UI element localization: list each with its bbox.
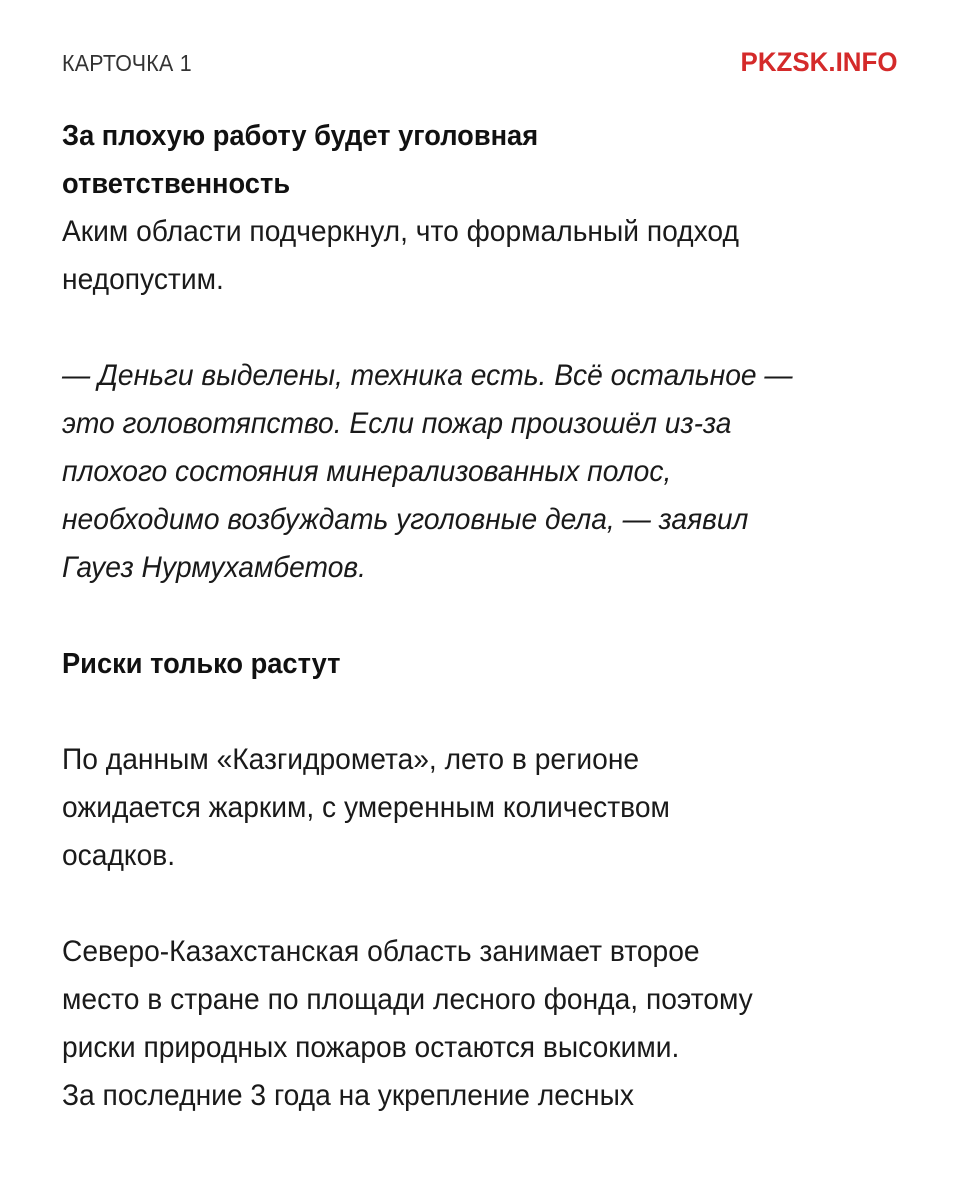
- intro-line: недопустим.: [62, 263, 224, 296]
- paragraph-line: За последние 3 года на укрепление лесных: [62, 1079, 634, 1112]
- quote-line: плохого состояния минерализованных полос,: [62, 455, 672, 488]
- paragraph-line: ожидается жарким, с умеренным количеством: [62, 791, 670, 824]
- section-heading-liability-line2: ответственность: [62, 168, 291, 200]
- quote-line: необходимо возбуждать уголовные дела, — заявил: [62, 503, 749, 536]
- quote-line: Гауез Нурмухамбетов.: [62, 551, 366, 584]
- article-body: [62, 112, 912, 1120]
- section-heading-risks: Риски только растут: [62, 648, 341, 680]
- intro-line: Аким области подчеркнул, что формальный подход: [62, 215, 739, 248]
- section-heading-liability-line1: За плохую работу будет уголовная: [62, 120, 539, 152]
- brand-logo: PKZSK.INFO: [741, 47, 898, 77]
- spacer: [62, 688, 861, 736]
- spacer: [62, 304, 861, 352]
- paragraph-line: По данным «Казгидромета», лето в регионе: [62, 743, 640, 776]
- paragraph-line: Северо-Казахстанская область занимает второе: [62, 935, 700, 968]
- quote-line: — Деньги выделены, техника есть. Всё остальное —: [62, 359, 793, 392]
- paragraph-line: риски природных пожаров остаются высокими.: [62, 1031, 680, 1064]
- spacer: [62, 592, 861, 640]
- spacer: [62, 880, 861, 928]
- quote-line: это головотяпство. Если пожар произошёл из-за: [62, 407, 732, 440]
- paragraph-line: осадков.: [62, 839, 176, 872]
- card-label: КАРТОЧКА 1: [62, 50, 192, 76]
- paragraph-line: место в стране по площади лесного фонда, поэтому: [62, 983, 753, 1016]
